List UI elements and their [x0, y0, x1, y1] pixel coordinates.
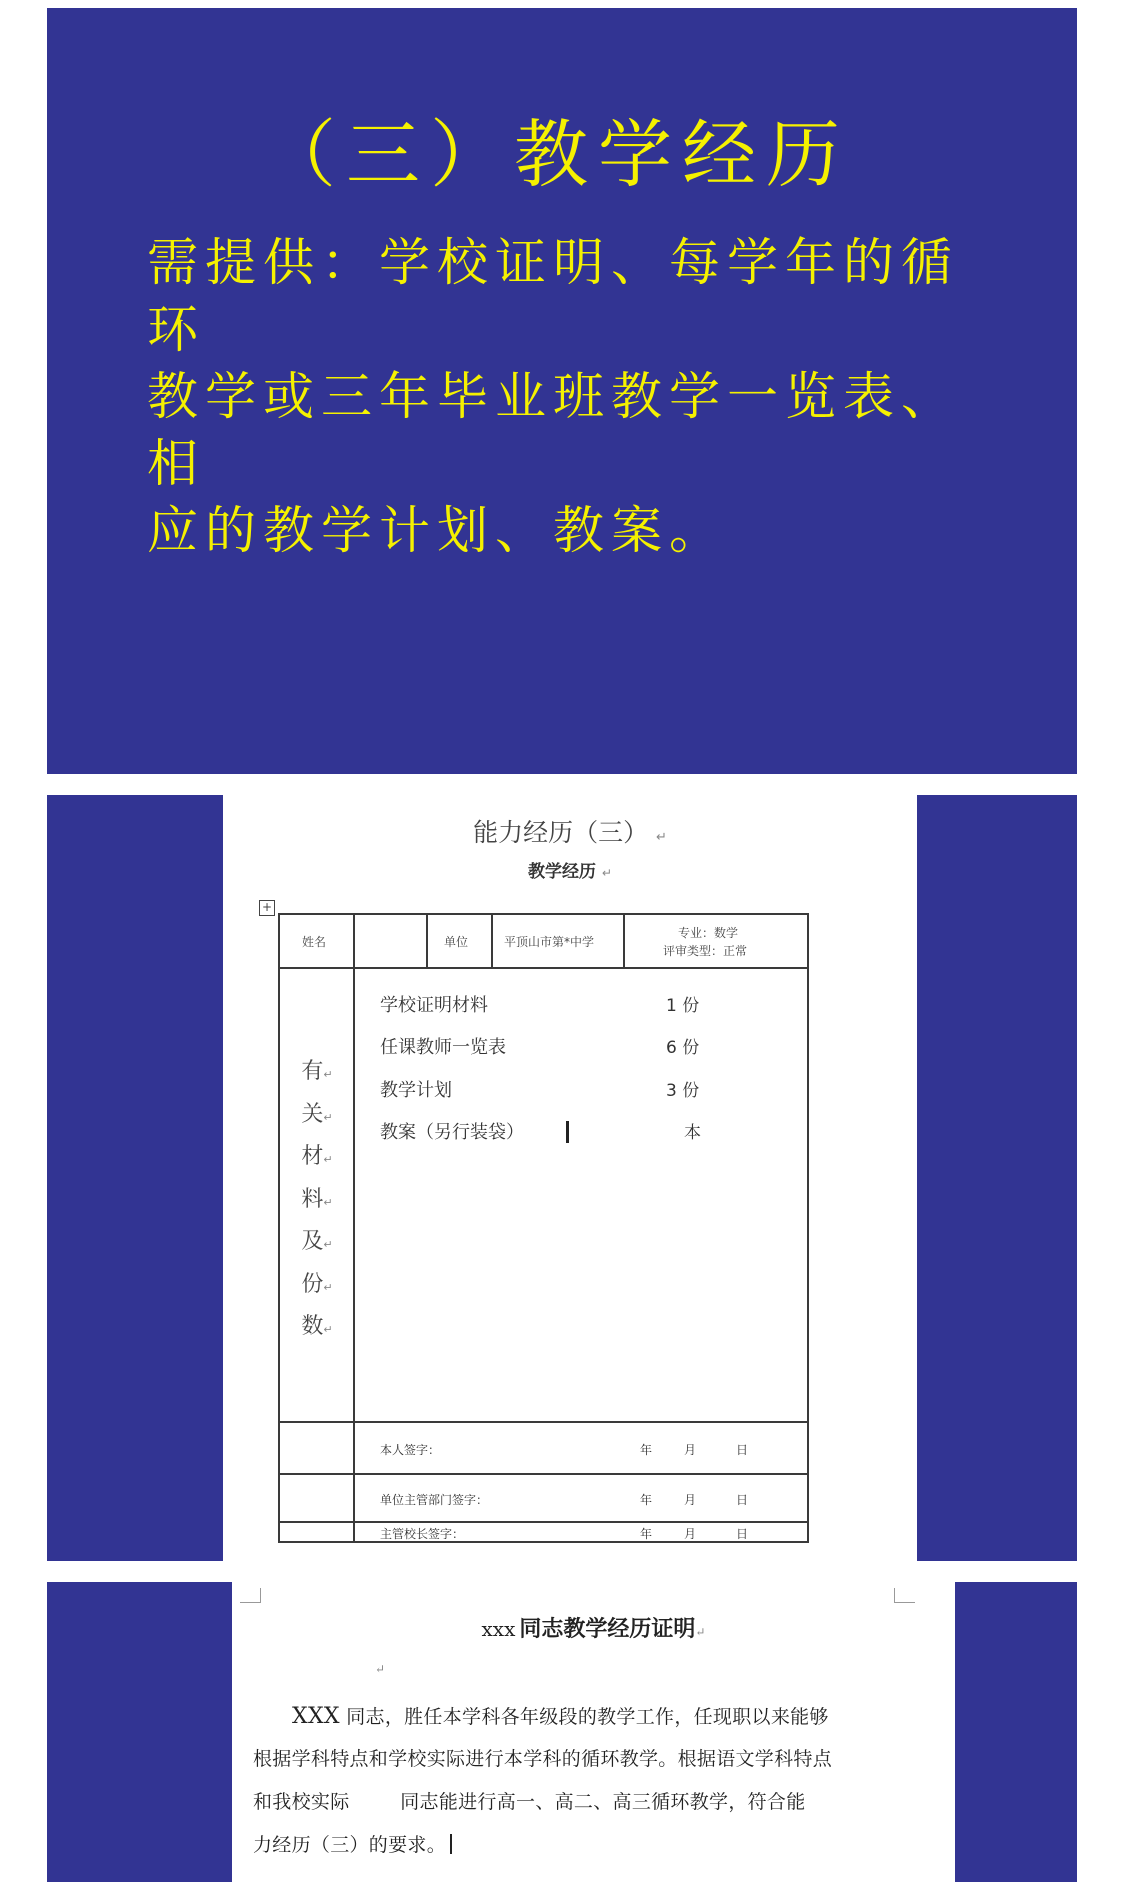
signature-year: 年 [640, 1443, 653, 1457]
material-count: 6 份 [666, 1038, 700, 1058]
paragraph-mark-icon: ↵ [601, 866, 612, 880]
table-border [491, 913, 493, 967]
material-name: 教案（另行装袋） [380, 1122, 524, 1143]
text-cursor [450, 1834, 452, 1854]
experience-table [278, 913, 809, 1543]
table-border [278, 967, 809, 969]
slide-body-line: 教学或三年毕业班教学一览表、相 [147, 368, 960, 494]
unit-value: 平顶山市第*中学 [504, 935, 595, 949]
table-border [278, 913, 280, 1543]
certificate-name-placeholder: XXX [292, 1704, 340, 1729]
side-label-char: 料↵ [301, 1186, 333, 1212]
material-count: 3 份 [666, 1081, 700, 1101]
side-label-char: 数↵ [301, 1314, 333, 1339]
signature-year: 年 [640, 1493, 653, 1507]
signature-year: 年 [640, 1527, 653, 1541]
document-title-text: 能力经历（三） [473, 818, 649, 847]
side-label-char: 及↵ [301, 1229, 333, 1254]
table-border [278, 1421, 809, 1423]
document-page [223, 795, 917, 1561]
paragraph-mark-icon: ↵ [375, 1662, 386, 1676]
table-border [807, 913, 809, 1543]
signature-day: 日 [736, 1527, 749, 1541]
side-label-char: 关↵ [301, 1101, 333, 1127]
certificate-title-prefix: xxx [481, 1617, 516, 1641]
paragraph-mark-icon: ↵ [656, 830, 667, 845]
certificate-page [232, 1582, 955, 1882]
slide-form-screenshot [47, 795, 1077, 1561]
page-corner-mark [894, 1588, 915, 1603]
slide-teaching-experience [47, 8, 1077, 774]
certificate-title [232, 1612, 955, 1643]
signature-day: 日 [736, 1443, 749, 1457]
table-border [426, 913, 428, 967]
document-subtitle [223, 857, 917, 882]
slide-body-line: 应的教学计划、教案。 [147, 502, 728, 561]
unit-label: 单位 [444, 935, 469, 949]
certificate-line: XXX 同志，胜任本学科各年级段的教学工作，任现职以来能够 [292, 1704, 829, 1729]
signature-month: 月 [684, 1527, 697, 1541]
signature-day: 日 [736, 1493, 749, 1507]
page-corner-mark [240, 1588, 261, 1603]
table-border [278, 1521, 809, 1523]
table-border [353, 913, 355, 1543]
certificate-line: 力经历（三）的要求。 [253, 1830, 452, 1857]
name-label: 姓名 [302, 935, 327, 949]
slide-body [147, 230, 1007, 565]
slide-certificate-screenshot [47, 1582, 1077, 1882]
side-label-char: 份↵ [301, 1271, 333, 1297]
material-name: 任课教师一览表 [380, 1037, 506, 1058]
materials-side-label [297, 1054, 337, 1352]
review-type-line: 评审类型：正常 [663, 944, 748, 958]
material-count: 1 份 [666, 996, 700, 1016]
slide-title: （三）教学经历 [262, 112, 850, 198]
certificate-title-main: 同志教学经历证明 [519, 1616, 696, 1642]
document-title [223, 813, 917, 849]
material-name: 教学计划 [380, 1080, 452, 1101]
side-label-char: 材↵ [301, 1144, 333, 1169]
side-label-char: 有↵ [301, 1059, 333, 1084]
certificate-line: 根据学科特点和学校实际进行本学科的循环教学。根据语文学科特点 [253, 1748, 833, 1770]
table-border [278, 1541, 809, 1543]
signature-label: 主管校长签字： [380, 1527, 465, 1541]
paragraph-mark-icon: ↵ [695, 1625, 706, 1639]
document-subtitle-text: 教学经历 [528, 862, 596, 882]
signature-label: 本人签字： [380, 1443, 441, 1457]
signature-month: 月 [684, 1443, 697, 1457]
material-count: 本 [684, 1123, 701, 1143]
signature-month: 月 [684, 1493, 697, 1507]
slide-body-line: 需提供：学校证明、每学年的循环 [147, 234, 960, 360]
material-name: 学校证明材料 [380, 995, 488, 1016]
table-border [623, 913, 625, 967]
major-line: 专业：数学 [678, 926, 739, 940]
signature-label: 单位主管部门签字： [380, 1493, 489, 1507]
certificate-line: 和我校实际 同志能进行高一、高二、高三循环教学，符合能 [253, 1791, 806, 1813]
table-move-handle-icon[interactable]: + [259, 900, 275, 916]
text-cursor [566, 1121, 569, 1143]
table-border [278, 913, 809, 915]
table-border [278, 1473, 809, 1475]
